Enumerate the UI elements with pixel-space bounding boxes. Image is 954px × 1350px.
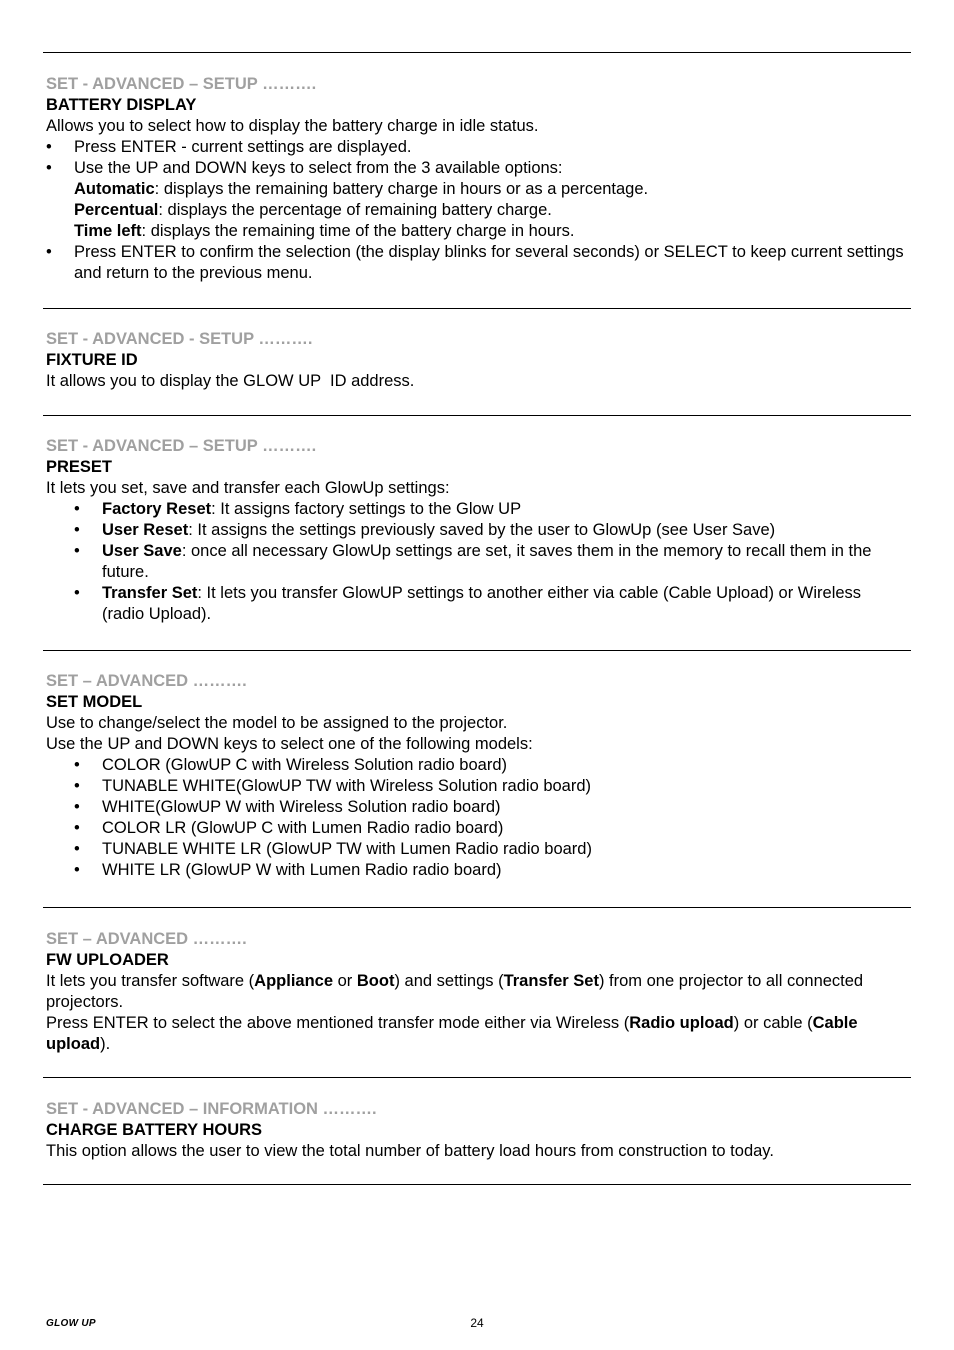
option-automatic: Automatic: displays the remaining battery charge in hours or as a percentage. <box>74 180 649 198</box>
section-battery-display <box>46 74 906 284</box>
section-title: CHARGE BATTERY HOURS <box>46 1121 263 1139</box>
paragraph: It lets you transfer software (Appliance or Boot) and settings (Transfer Set) from one projector to all connected projectors. <box>46 972 864 1011</box>
option-time-left: Time left: displays the remaining time of the battery charge in hours. <box>74 222 575 240</box>
section-title: BATTERY DISPLAY <box>46 96 197 114</box>
list-item: • Transfer Set: It lets you transfer GlowUP settings to another either via cable (Cable Upload) or Wireless (radio Upload). <box>46 583 906 625</box>
list-item: • Factory Reset: It assigns factory settings to the Glow UP <box>46 499 906 520</box>
divider <box>43 650 911 651</box>
section-title: SET MODEL <box>46 693 143 711</box>
menu-path: SET – ADVANCED ………. <box>46 930 247 948</box>
section-fw-uploader <box>46 929 906 1055</box>
divider <box>43 1077 911 1078</box>
list-item: • COLOR LR (GlowUP C with Lumen Radio radio board) <box>46 818 906 839</box>
menu-path: SET - ADVANCED – SETUP ………. <box>46 437 317 455</box>
list-item: • TUNABLE WHITE LR (GlowUP TW with Lumen Radio radio board) <box>46 839 906 860</box>
bullet-list <box>46 137 906 284</box>
section-intro-2: Use the UP and DOWN keys to select one of the following models: <box>46 735 533 753</box>
model-list <box>46 755 906 881</box>
page-number: 24 <box>470 1316 484 1330</box>
menu-path: SET - ADVANCED – INFORMATION ………. <box>46 1100 377 1118</box>
divider <box>43 52 911 53</box>
section-preset <box>46 436 906 625</box>
divider <box>43 1184 911 1185</box>
list-item: • User Reset: It assigns the settings previously saved by the user to GlowUp (see User Save) <box>46 520 906 541</box>
section-intro: This option allows the user to view the total number of battery load hours from construction to today. <box>46 1142 774 1160</box>
section-fixture-id <box>46 329 906 392</box>
section-charge-battery-hours <box>46 1099 906 1162</box>
list-item: • Press ENTER to confirm the selection (the display blinks for several seconds) or SELECT to keep current settings and return to the previous menu. <box>46 242 906 284</box>
paragraph: Press ENTER to select the above mentioned transfer mode either via Wireless (Radio upload) or cable (Cable upload). <box>46 1014 858 1053</box>
section-title: FW UPLOADER <box>46 951 169 969</box>
footer-brand: GLOW UP <box>46 1318 96 1329</box>
divider <box>43 907 911 908</box>
section-intro: Use to change/select the model to be assigned to the projector. <box>46 714 508 732</box>
section-title: PRESET <box>46 458 113 476</box>
menu-path: SET - ADVANCED - SETUP ………. <box>46 330 313 348</box>
list-item: • WHITE LR (GlowUP W with Lumen Radio radio board) <box>46 860 906 881</box>
section-set-model <box>46 671 906 881</box>
divider <box>43 308 911 309</box>
list-item: • User Save: once all necessary GlowUp settings are set, it saves them in the memory to recall them in the future. <box>46 541 906 583</box>
menu-path: SET - ADVANCED – SETUP ………. <box>46 75 317 93</box>
section-intro: It allows you to display the GLOW UP ID address. <box>46 372 415 390</box>
section-intro: It lets you set, save and transfer each GlowUp settings: <box>46 479 450 497</box>
menu-path: SET – ADVANCED ………. <box>46 672 247 690</box>
list-item: • Use the UP and DOWN keys to select from the 3 available options: Automatic: displays the remaining battery charge in hours or as a percentage. Percentual: displays the percentage of remaining battery charge. Time left: displays the remaining time of the battery charge in hours. <box>46 158 906 242</box>
section-title: FIXTURE ID <box>46 351 138 369</box>
list-item: • WHITE(GlowUP W with Wireless Solution radio board) <box>46 797 906 818</box>
section-intro: Allows you to select how to display the battery charge in idle status. <box>46 117 539 135</box>
list-item: • Press ENTER - current settings are displayed. <box>46 137 906 158</box>
list-item: • COLOR (GlowUP C with Wireless Solution radio board) <box>46 755 906 776</box>
list-item: • TUNABLE WHITE(GlowUP TW with Wireless Solution radio board) <box>46 776 906 797</box>
option-percentual: Percentual: displays the percentage of remaining battery charge. <box>74 201 552 219</box>
bullet-list <box>46 499 906 625</box>
divider <box>43 415 911 416</box>
